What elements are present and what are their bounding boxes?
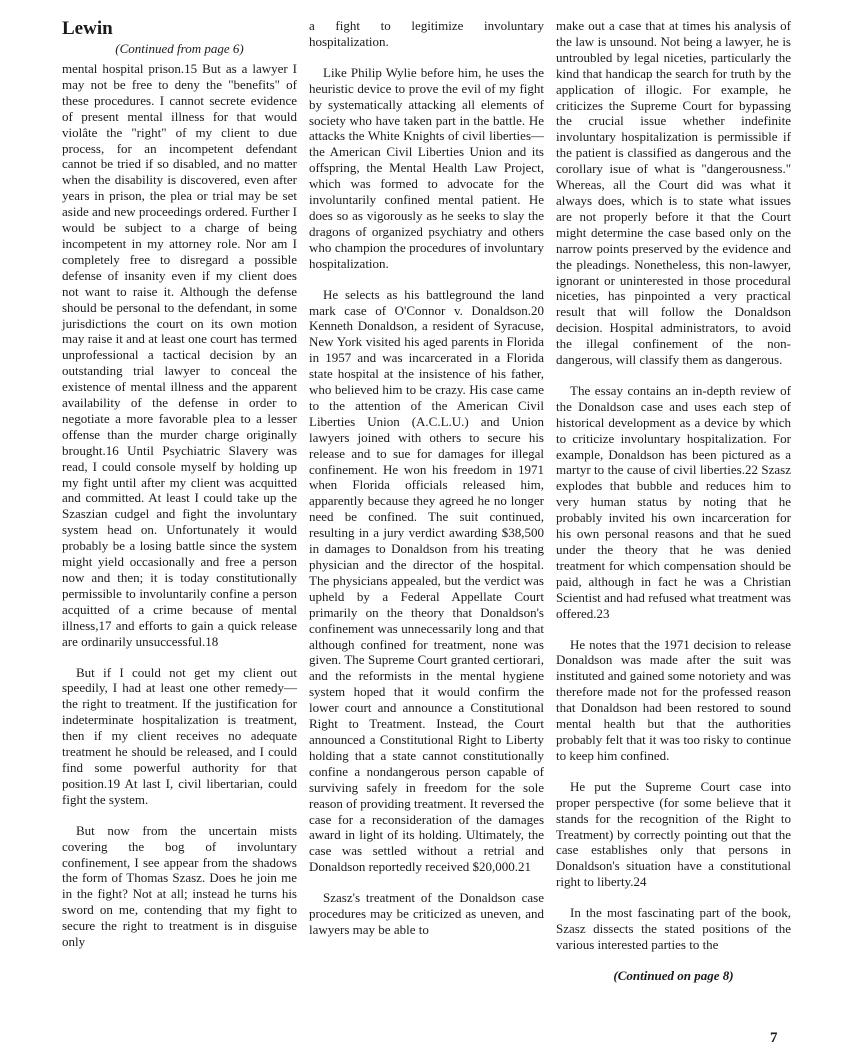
paragraph: He selects as his battleground the land mark case of O'Connor v. Donaldson.20 Kenneth Donaldson, a resident of Syracuse, New York visited his aged parents in Florida in 1957 and was incarcerated in a Florida state hospital at the insistence of his father, who believed him to be crazy. His case came to the attention of the American Civil Liberties Union (A.C.L.U.) and Union lawyers joined with others to secure his release and to sue for damages for illegal confinement. He won his freedom in 1971 when Florida officials released him, apparently because they agreed he no longer need be confined. The suit continued, resulting in a jury verdict awarding $38,500 in damages to Donaldson from his treating physician and the director of the hospital. The physicians appealed, but the verdict was upheld by a Federal Appellate Court primarily on the theory that Donaldson's confinement was unnecessarily long and that although confined for treatment, none was given. The Supreme Court granted certiorari, and the reformists in the mental hygiene system hoped that it would confirm the lower court and announce a Constitutional Right to Treatment. Instead, the Court announced a Constitutional Right to Liberty holding that a state cannot constitutionally confine a nondangerous person capable of surviving safely in freedom for the sole reason of providing treatment. It reversed the case for a reconsideration of the damages award in light of its holding. Ultimately, the case was settled without a retrial and Donaldson reportedly received $20,000.21 (309, 286, 544, 875)
paragraph: Szasz's treatment of the Donaldson case procedures may be criticized as uneven, and lawyers may be able to (309, 890, 544, 937)
column-2 (309, 18, 544, 953)
paragraph: He put the Supreme Court case into proper perspective (for some believe that it stands for the recognition of the Right to Treatment) by correctly pointing out that the case establishes only that persons in Donaldson's situation have a constitutional right to liberty.24 (556, 778, 791, 890)
paragraph: But now from the uncertain mists covering the bog of involuntary confinement, I see appear from the shadows the form of Thomas Szasz. Does he join me in the fight? Not at all; instead he turns his sword on me, contending that my fight to secure the right to treatment is in disguise only (62, 822, 297, 950)
paragraph: Like Philip Wylie before him, he uses the heuristic device to prove the evil of my fight by systematically attacking all elements of society who have taken part in the battle. He attacks the White Knights of civil liberties—the American Civil Liberties Union and its offspring, the Mental Health Law Project, which was formed to advocate for the involuntarily confined mental patient. He does so as vigorously as he seeks to slay the dragons of organized psychiatry and others who champion the procedures of involuntary hospitalization. (309, 64, 544, 271)
page-number: 7 (770, 1030, 778, 1046)
article-headline: Lewin (62, 18, 113, 39)
paragraph: mental hospital prison.15 But as a lawyer I may not be free to deny the "benefits" of these procedures. I cannot secrete evidence of present mental illness for that would violâte the "right" of my client to due process, for an incompetent defendant cannot be tried if so disabled, and no matter when the disability is discovered, even after years in prison, the plea or trial may be set aside and new proceedings ordered. Further I would be subject to a charge of being incompetent in my attorney role. Nor am I completely free to disregard a possible defense of insanity even if my client does not want to raise it. Although the defense should be personal to the defendant, in some jurisdictions the court on its own motion may raise it and at least one court has termed unprofessional a tactical decision by an outstanding trial lawyer to conceal the existence of mental illness and the apparent availability of the defense in order to negotiate a more favorable plea to a lesser offense than the murder charge originally brought.16 Until Psychiatric Slavery was read, I could console myself by holding up my fight until after my client was acquitted and committed. At least I could take up the Szaszian cudgel and fight the involuntary system head on. Unfortunately it would probably be a losing battle since the system might yield occasionally and free a person now and then; it is today constitutionally permissible to involuntarily confine a person acquitted of a crime because of mental illness,17 and efforts to gain a quick release are ordinarily unsuccessful.18 (62, 61, 297, 649)
paragraph: a fight to legitimize involuntary hospitalization. (309, 18, 544, 49)
paragraph: In the most fascinating part of the book, Szasz dissects the stated positions of the various interested parties to the (556, 905, 791, 952)
continued-on-note: (Continued on page 8) (613, 967, 734, 983)
paragraph: But if I could not get my client out speedily, I had at least one other remedy—the right to treatment. If the justification for indeterminate hospitalization is treatment, then if my client receives no adequate treatment he should be released, and I could find some powerful authority for that position.19 At last I, civil libertarian, could fight the system. (62, 664, 297, 807)
paragraph: The essay contains an in-depth review of the Donaldson case and uses each step of historical development as a device by which to criticize involuntary hospitalization. For example, Donaldson has been pictured as a martyr to the cause of civil liberties.22 Szasz explodes that bubble and reduces him to very human status by noting that he probably invited his own incarceration for his own personal reasons and that he sued under the theory that he was denied treatment for which compensation should be paid, although in fact he was a Christian Scientist and had refused what treatment was offered.23 (556, 382, 791, 621)
column-1 (62, 18, 297, 965)
column-3 (556, 18, 791, 984)
paragraph: He notes that the 1971 decision to release Donaldson was made after the suit was instituted and gained some notoriety and was therefore made not for the professed reason that Donaldson had been restored to sound mental health but that the authorities probably felt that it was too risky to continue to keep him confined. (556, 636, 791, 763)
paragraph: make out a case that at times his analysis of the law is unsound. Not being a lawyer, he is untroubled by legal niceties, particularly the kind that handicap the search for truth by the application of illogic. For example, he criticizes the Supreme Court for bypassing the crucial issue whether indefinite involuntary hospitalization is permissible if the patient is classified as dangerous and the corollary isue of what is "dangerousness." Whereas, all the Court did was what it always does, which is to state what issues are not properly before it that the Court might determine the case based only on the narrow points preserved by the evidence and the pleadings. Nonetheless, this non-lawyer, ignorant or uninterested in those procedural niceties, has pinpointed a very practical result that will follow the Donaldson decision. Hospital administrators, to avoid the illegal confinement of the non-dangerous, will classify them as dangerous. (556, 18, 791, 368)
continued-from-note: (Continued from page 6) (115, 41, 244, 56)
